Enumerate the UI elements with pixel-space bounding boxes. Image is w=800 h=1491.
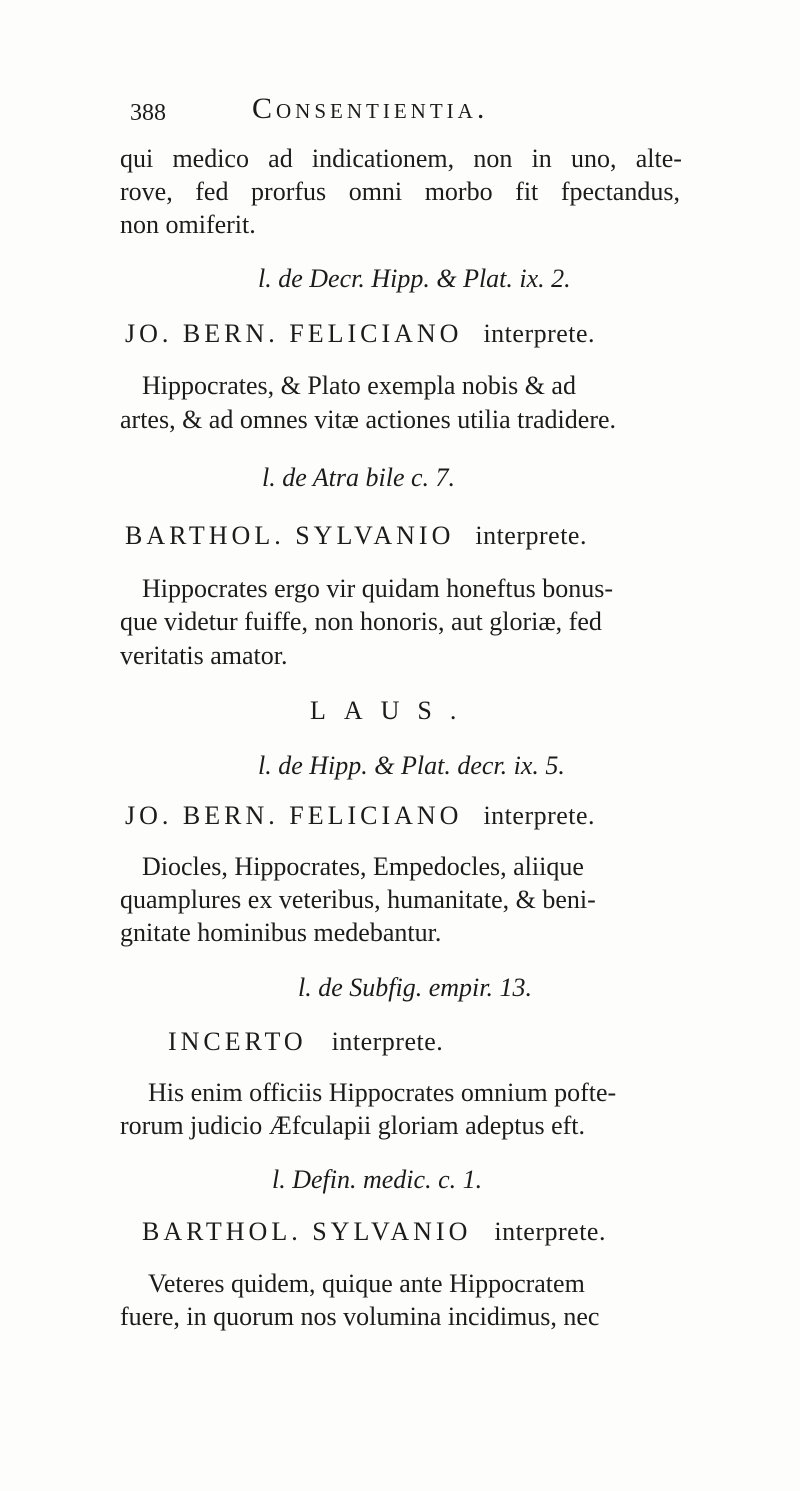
citation: l. de Decr. Hipp. & Plat. ix. 2. bbox=[258, 264, 571, 293]
text-line: quamplures ex veteribus, humanitate, & beni- bbox=[120, 885, 596, 914]
page-header bbox=[130, 92, 690, 132]
interpreter-line bbox=[168, 1026, 443, 1058]
interpreter-name: BARTHOL. SYLVANIO bbox=[142, 1217, 472, 1246]
page-number: 388 bbox=[130, 100, 166, 126]
text-line: His enim officiis Hippocrates omnium pofte- bbox=[148, 1078, 617, 1107]
interpreter-name: BARTHOL. SYLVANIO bbox=[125, 521, 455, 550]
text-line: qui medico ad indicationem, non in uno, alte- bbox=[120, 144, 682, 173]
text-line: rove, fed prorfus omni morbo fit fpectandus, bbox=[120, 177, 680, 206]
citation: l. de Subfig. empir. 13. bbox=[298, 973, 532, 1002]
text-line: artes, & ad omnes vitæ actiones utilia tradidere. bbox=[120, 405, 617, 434]
text-line: Veteres quidem, quique ante Hippocratem bbox=[148, 1269, 585, 1298]
interpreter-word: interprete. bbox=[475, 521, 587, 550]
text-line: Hippocrates, & Plato exempla nobis & ad bbox=[142, 371, 576, 400]
text-line: que videtur fuiffe, non honoris, aut gloriæ, fed bbox=[120, 607, 602, 636]
text-line: Hippocrates ergo vir quidam honeftus bonus- bbox=[142, 574, 614, 603]
running-head: Consentientia. bbox=[252, 92, 489, 125]
text-line: Diocles, Hippocrates, Empedocles, aliique bbox=[142, 852, 584, 881]
section-heading: LAUS. bbox=[310, 696, 475, 725]
text-line: veritatis amator. bbox=[120, 641, 288, 670]
interpreter-line bbox=[125, 318, 595, 350]
interpreter-name: INCERTO bbox=[168, 1027, 307, 1056]
interpreter-name: JO. BERN. FELICIANO bbox=[125, 319, 463, 348]
text-line: non omiferit. bbox=[120, 210, 256, 239]
citation: l. de Hipp. & Plat. decr. ix. 5. bbox=[258, 751, 565, 780]
text-line: rorum judicio Æfculapii gloriam adeptus eft. bbox=[120, 1111, 585, 1140]
citation: l. Defin. medic. c. 1. bbox=[272, 1165, 483, 1194]
citation: l. de Atra bile c. 7. bbox=[262, 463, 456, 492]
interpreter-word: interprete. bbox=[483, 801, 596, 830]
text-line: fuere, in quorum nos volumina incidimus, nec bbox=[120, 1302, 600, 1331]
interpreter-word: interprete. bbox=[331, 1027, 444, 1056]
interpreter-line bbox=[142, 1216, 606, 1248]
interpreter-word: interprete. bbox=[494, 1217, 606, 1246]
interpreter-name: JO. BERN. FELICIANO bbox=[125, 801, 463, 830]
interpreter-line bbox=[125, 520, 587, 552]
text-line: gnitate hominibus medebantur. bbox=[120, 918, 442, 947]
interpreter-word: interprete. bbox=[483, 319, 596, 348]
interpreter-line bbox=[125, 800, 595, 832]
